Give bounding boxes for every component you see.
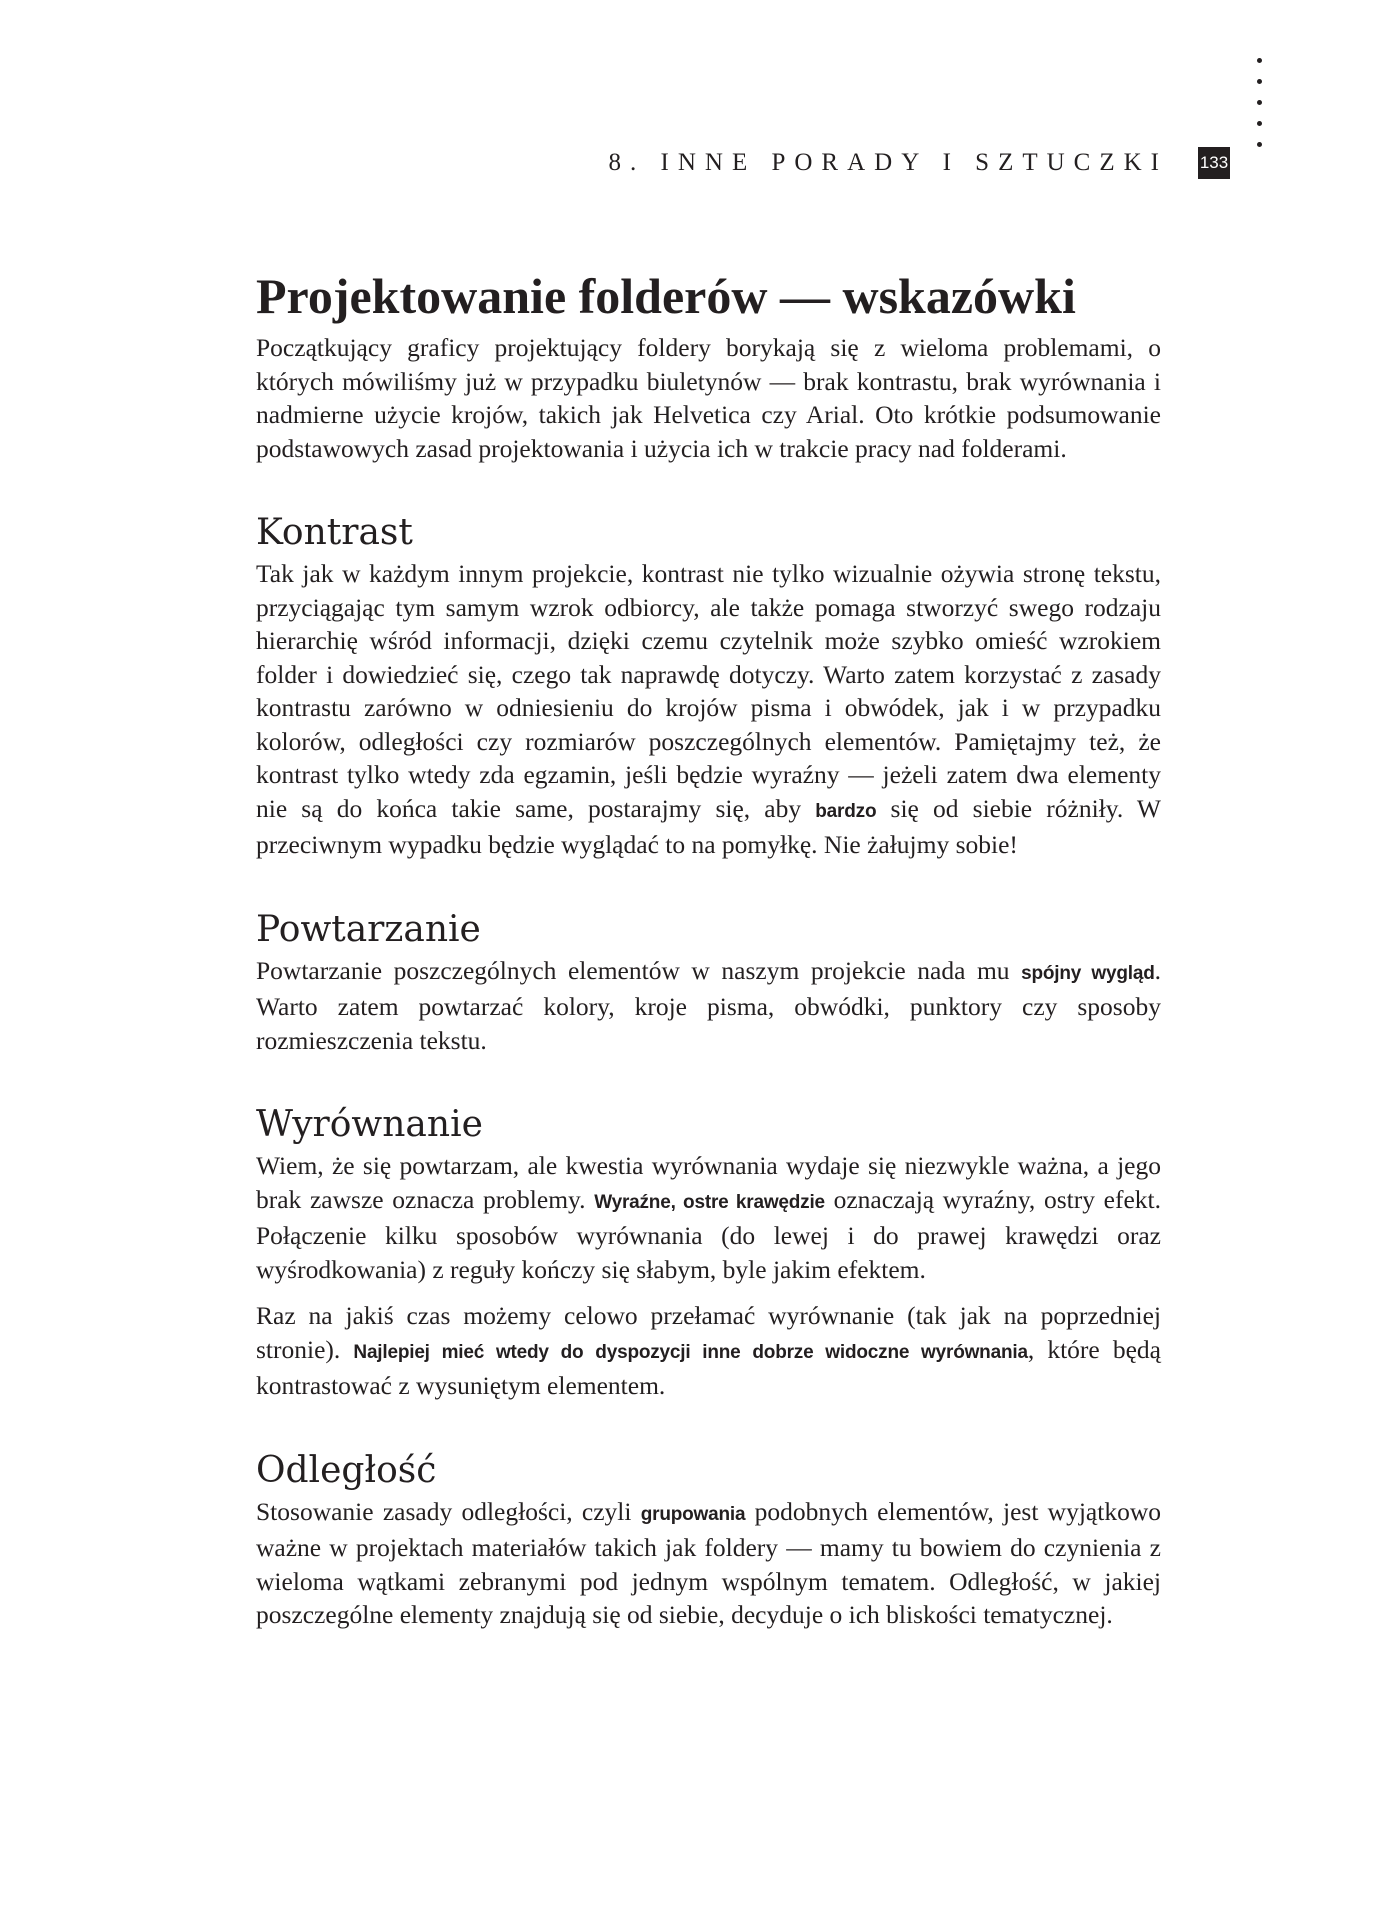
page-title: Projektowanie folderów — wskazówki (256, 268, 1076, 324)
dot-icon (1257, 100, 1262, 105)
wyrownanie-paragraph-1 (256, 1149, 1161, 1286)
emphasis-text: spójny wygląd (1021, 962, 1155, 984)
page-content (256, 266, 1161, 1632)
powtarzanie-paragraph (256, 954, 1161, 1058)
intro-paragraph: Początkujący graficy projektujący foldery borykają się z wieloma problemami, o których mówiliśmy już w przypadku biuletynów — brak kontrastu, brak wyrównania i nadmierne użycie krojów, takich jak Helvetica czy Arial. Oto krótkie podsumowanie podstawowych zasad projektowania i użycia ich w trakcie pracy nad folderami. (256, 333, 1161, 463)
section-heading-odleglosc: Odległość (256, 1449, 437, 1491)
emphasis-text: Wyraźne, ostre krawędzie (594, 1191, 825, 1213)
text-run: Wiem, że się powtarzam, ale kwestia wyrównania wydaje się niezwykle ważna, a jego brak zawsze oznacza problemy. (256, 1151, 1161, 1214)
kontrast-paragraph (256, 557, 1161, 862)
emphasis-text: grupowania (640, 1503, 746, 1525)
text-run: się od siebie różniły. W przeciwnym wypadku będzie wyglądać to na pomyłkę. Nie żałujmy sobie! (256, 793, 1161, 859)
chapter-running-head: 8. INNE PORADY I SZTUCZKI (608, 149, 1168, 176)
dot-icon (1257, 142, 1262, 147)
section-heading-powtarzanie: Powtarzanie (256, 908, 481, 950)
text-run: Stosowanie zasady odległości, czyli (256, 1496, 641, 1526)
section-heading-kontrast: Kontrast (256, 512, 413, 553)
odleglosc-paragraph (256, 1495, 1161, 1632)
text-run: Powtarzanie poszczególnych elementów w naszym projekcie nada mu (256, 955, 1022, 985)
text-run: Tak jak w każdym innym projekcie, kontrast nie tylko wizualnie ożywia stronę tekstu, przyciągając tym samym wzrok odbiorcy, ale także pomaga stworzyć swego rodzaju hierarchię wśród informacji, dzięki czemu czytelnik może szybko omieść wzrokiem folder i dowiedzieć się, czego tak naprawdę dotyczy. Warto zatem korzystać z zasady kontrastu zarówno w odniesieniu do krojów pisma i obwódek, jak i w przypadku kolorów, odległości czy rozmiarów poszczególnych elementów. Pamiętajmy też, że kontrast tylko wtedy zda egzamin, jeśli będzie wyraźny — jeżeli zatem dwa elementy nie są do końca takie same, postarajmy się, aby (256, 559, 1161, 823)
emphasis-text: bardzo (815, 800, 877, 822)
text-run: podobnych elementów, jest wyjątkowo ważne w projektach materiałów takich jak foldery — mamy tu bowiem do czynienia z wieloma wątkami zebranymi pod jednym wspólnym tematem. Odległość, w jakiej poszczególne elementy znajdują się od siebie, decyduje o ich bliskości tematycznej. (256, 1496, 1161, 1629)
dot-icon (1257, 79, 1262, 84)
running-header (560, 146, 1230, 180)
page-number: 133 (1198, 147, 1230, 179)
text-run: . Warto zatem powtarzać kolory, kroje pisma, obwódki, punktory czy sposoby rozmieszczenia tekstu. (256, 955, 1161, 1055)
dot-icon (1257, 121, 1262, 126)
dot-icon (1257, 58, 1262, 63)
emphasis-text: Najlepiej mieć wtedy do dyspozycji inne dobrze widoczne wyrównania (353, 1341, 1028, 1363)
decorative-dots (1257, 58, 1263, 163)
section-heading-wyrownanie: Wyrównanie (256, 1104, 483, 1145)
wyrownanie-paragraph-2 (256, 1299, 1161, 1403)
text-run: oznaczają wyraźny, ostry efekt. Połączenie kilku sposobów wyrównania (do lewej i do prawej krawędzi oraz wyśrodkowania) z reguły kończy się słabym, byle jakim efektem. (256, 1184, 1161, 1284)
text-run: Raz na jakiś czas możemy celowo przełamać wyrównanie (tak jak na poprzedniej stronie). (256, 1301, 1161, 1364)
text-run: , które będą kontrastować z wysuniętym elementem. (256, 1334, 1161, 1400)
